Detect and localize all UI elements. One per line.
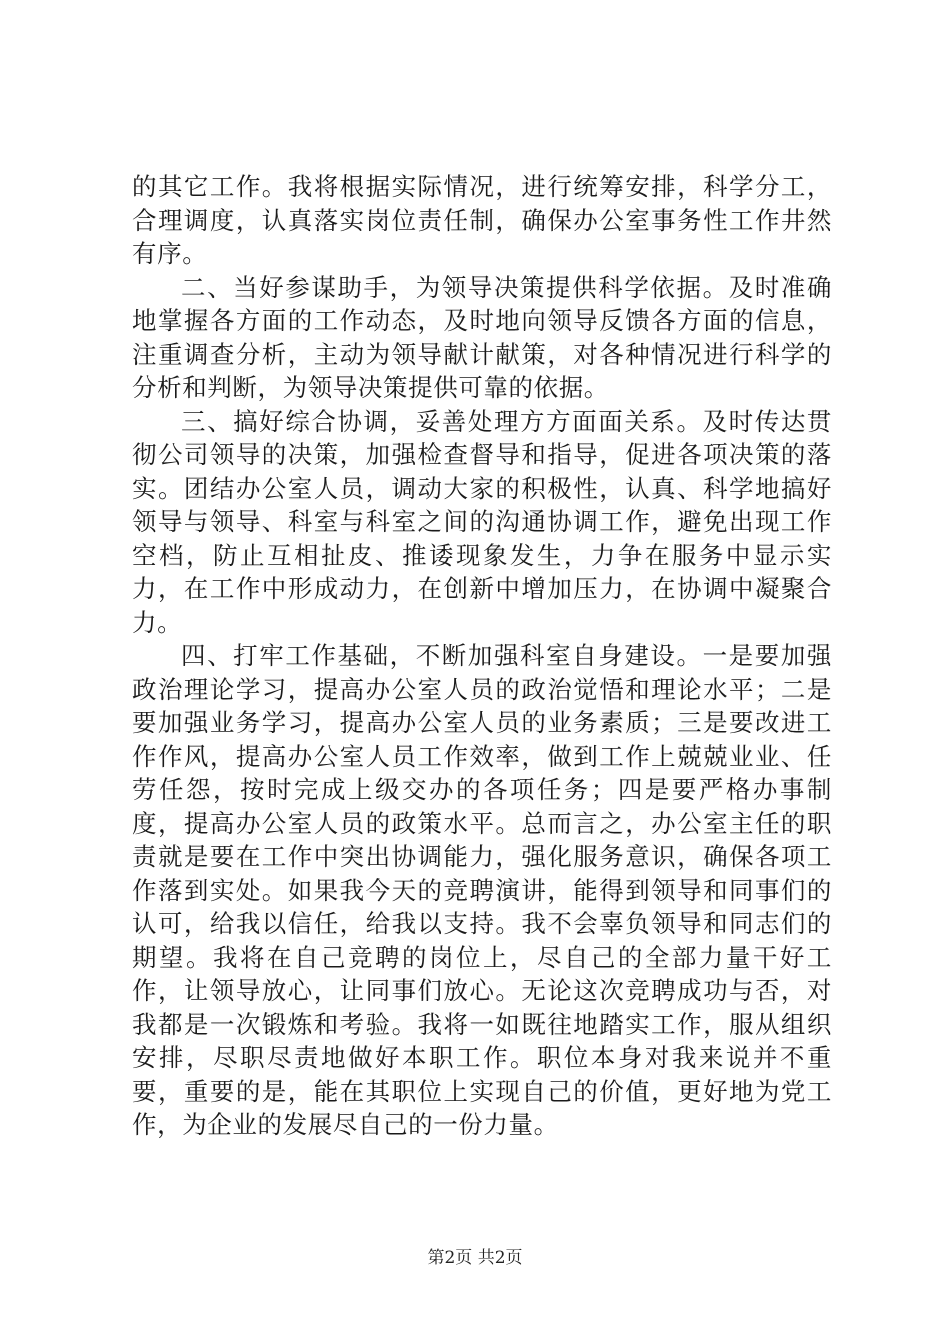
paragraph-section-3: 三、搞好综合协调，妥善处理方方面面关系。及时传达贯彻公司领导的决策，加强检查督导和指导，促进各项决策的落实。团结办公室人员，调动大家的积极性，认真、科学地搞好领导与领导、科室与科室之间的沟通协调工作，避免出现工作空档，防止互相扯皮、推诿现象发生，力争在服务中显示实力，在工作中形成动力，在创新中增加压力，在协调中凝聚合力。: [132, 406, 832, 637]
paragraph-section-4: 四、打牢工作基础，不断加强科室自身建设。一是要加强政治理论学习，提高办公室人员的政治觉悟和理论水平；二是要加强业务学习，提高办公室人员的业务素质；三是要改进工作作风，提高办公室人员工作效率，做到工作上兢兢业业、任劳任怨，按时完成上级交办的各项任务；四是要严格办事制度，提高办公室人员的政策水平。总而言之，办公室主任的职责就是要在工作中突出协调能力，强化服务意识，确保各项工作落到实处。如果我今天的竞聘演讲，能得到领导和同事们的认可，给我以信任，给我以支持。我不会辜负领导和同志们的期望。我将在自己竞聘的岗位上，尽自己的全部力量干好工作，让领导放心，让同事们放心。无论这次竞聘成功与否，对我都是一次锻炼和考验。我将一如既往地踏实工作，服从组织安排，尽职尽责地做好本职工作。职位本身对我来说并不重要，重要的是，能在其职位上实现自己的价值，更好地为党工作，为企业的发展尽自己的一份力量。: [132, 641, 832, 1139]
page-number-footer: 第2页 共2页: [427, 1248, 523, 1268]
paragraph-continuation: 的其它工作。我将根据实际情况，进行统筹安排，科学分工，合理调度，认真落实岗位责任制，确保办公室事务性工作井然有序。: [132, 172, 832, 268]
paragraph-section-2: 二、当好参谋助手，为领导决策提供科学依据。及时准确地掌握各方面的工作动态，及时地向领导反馈各方面的信息，注重调查分析，主动为领导献计献策，对各种情况进行科学的分析和判断，为领导决策提供可靠的依据。: [132, 272, 832, 402]
document-body: [132, 170, 832, 1142]
